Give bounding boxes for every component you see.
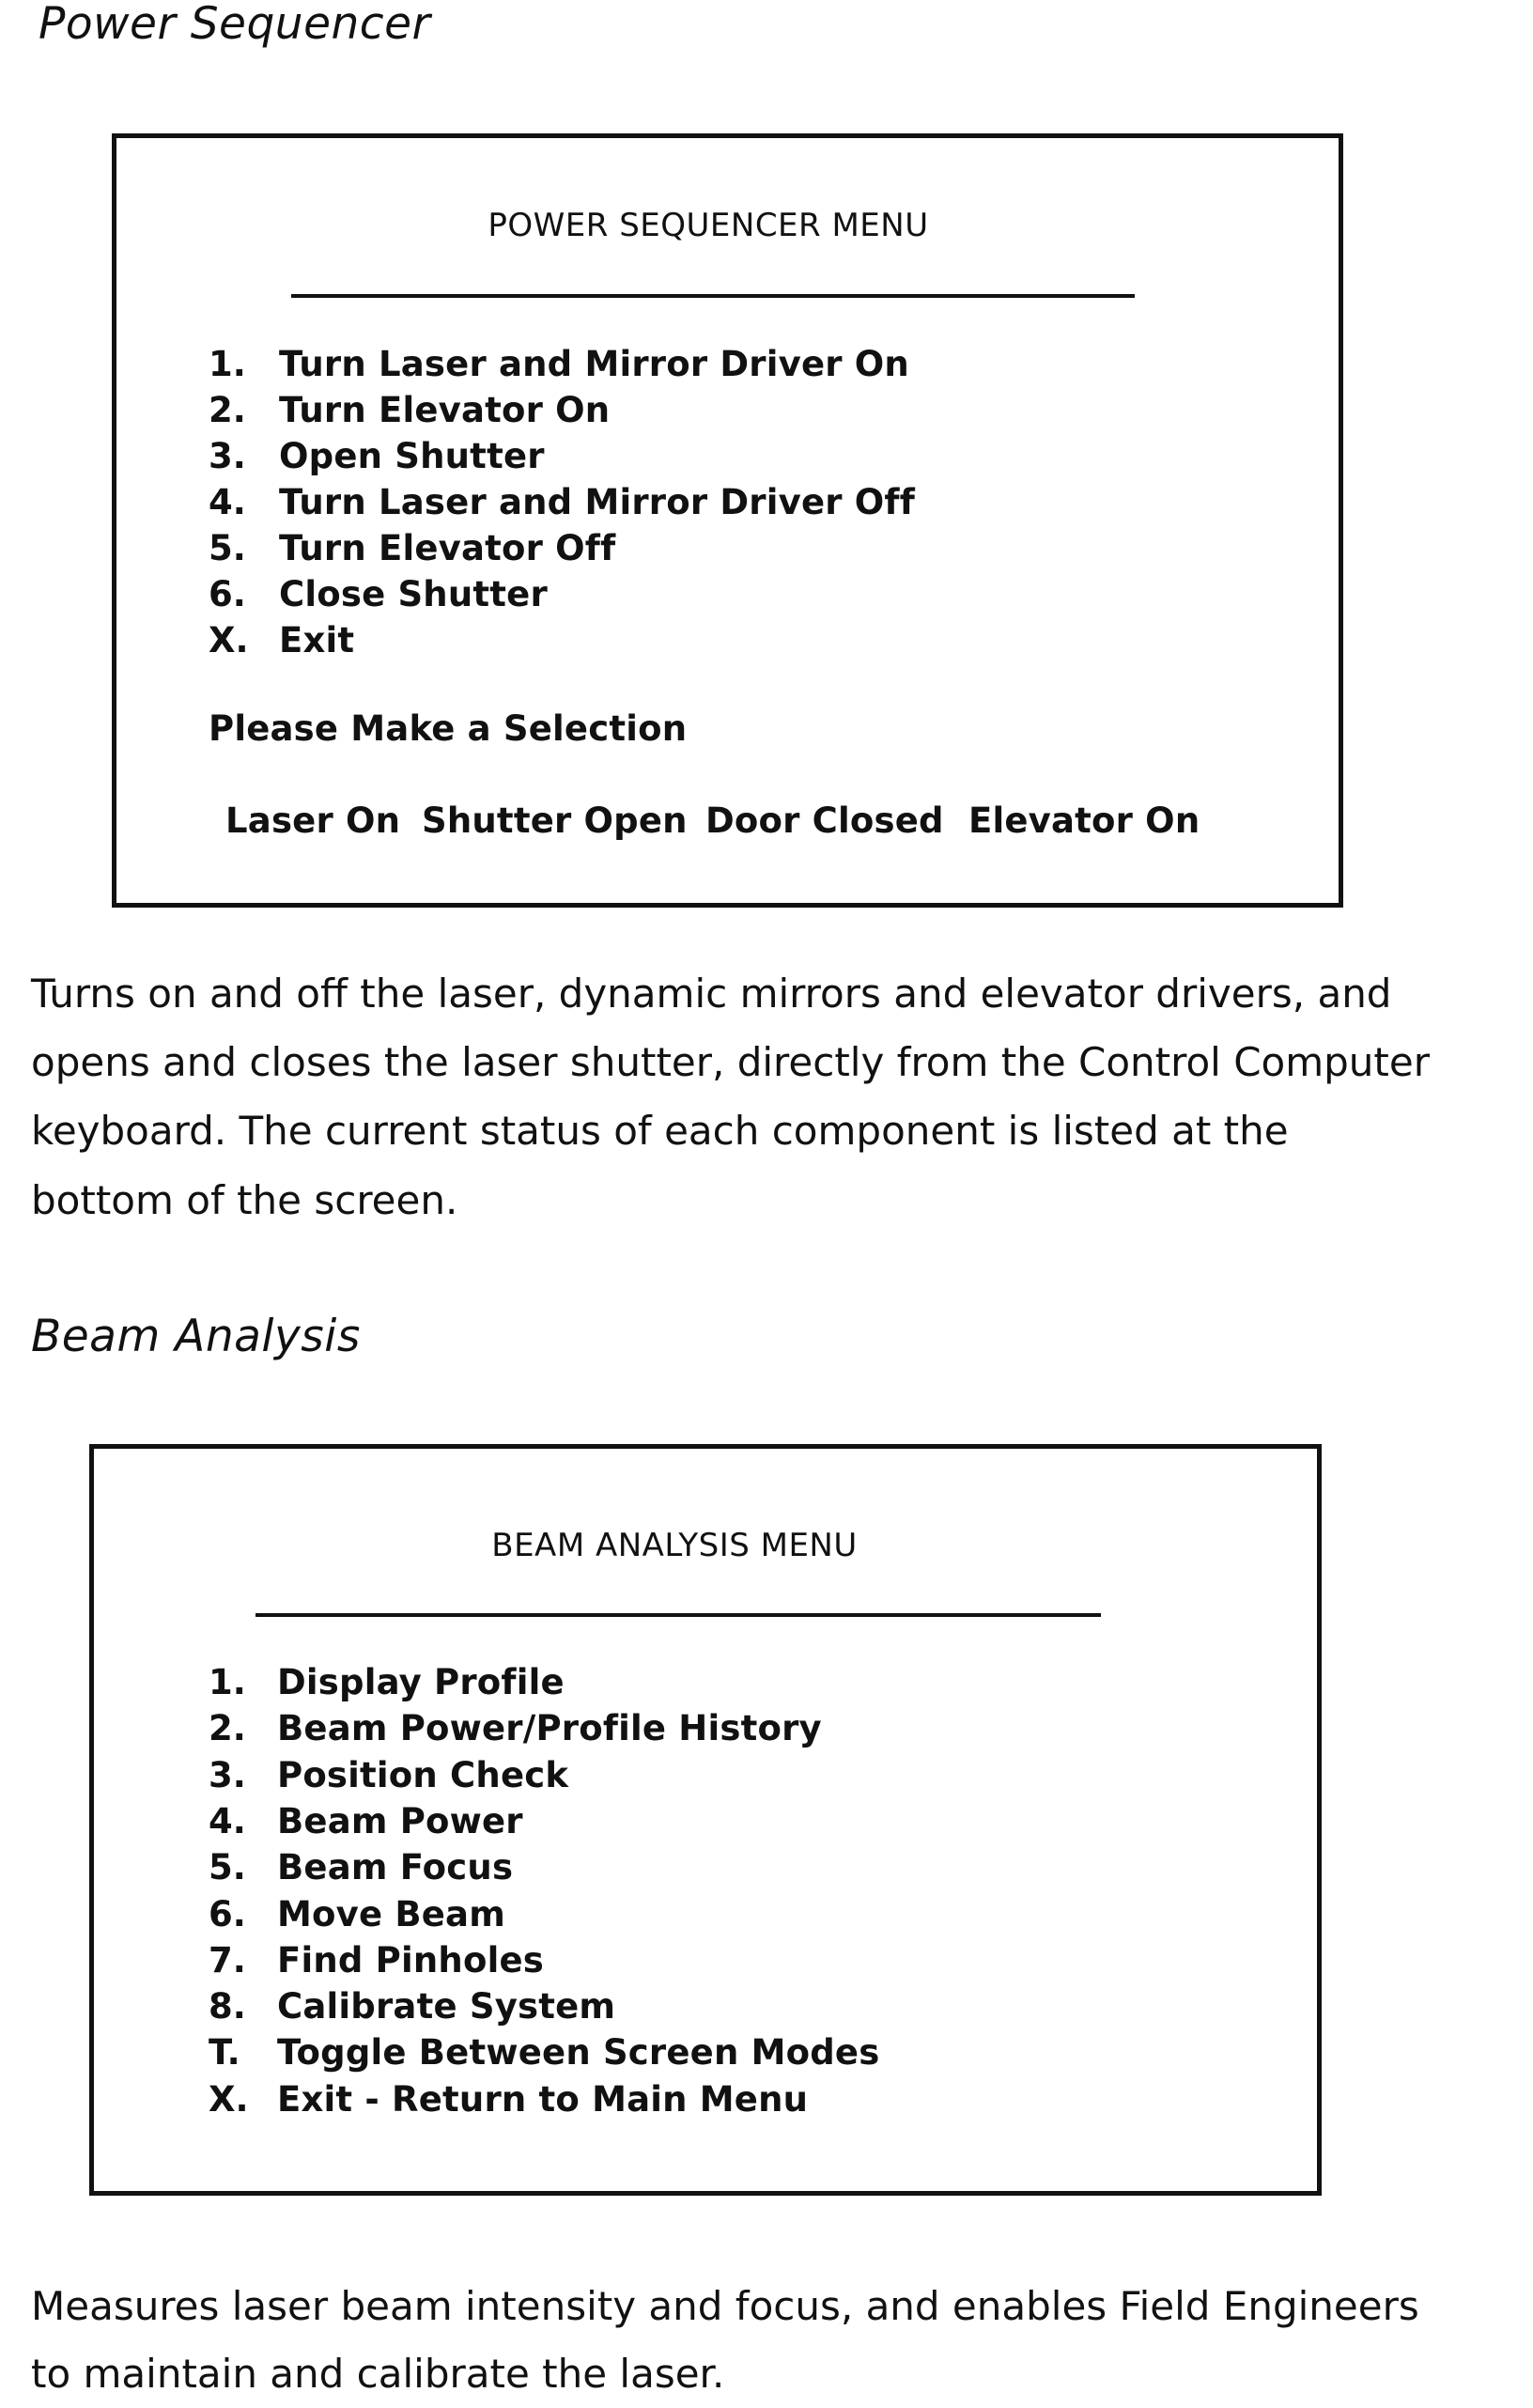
- menu-item-label: Beam Power/Profile History: [277, 1705, 822, 1751]
- menu-item-key: 7.: [209, 1937, 246, 1983]
- description-line: bottom of the screen.: [31, 1166, 457, 1235]
- menu-divider: [291, 294, 1135, 298]
- status-laser: Laser On: [225, 798, 400, 844]
- menu-item-key: 4.: [209, 1798, 246, 1844]
- status-elevator: Elevator On: [968, 798, 1200, 844]
- menu-item-label: Exit - Return to Main Menu: [277, 2076, 808, 2122]
- section-heading-power-sequencer: Power Sequencer: [39, 0, 430, 53]
- menu-item-label: Move Beam: [277, 1891, 505, 1937]
- menu-item-label: Beam Power: [277, 1798, 523, 1844]
- menu-item-label: Beam Focus: [277, 1844, 513, 1890]
- menu-item-key: 4.: [209, 479, 246, 525]
- menu-item-key: T.: [209, 2029, 240, 2075]
- description-line: Measures laser beam intensity and focus, and enables Field Engineers: [31, 2272, 1419, 2340]
- menu-item-label: Find Pinholes: [277, 1937, 544, 1983]
- menu-item-key: 6.: [209, 1891, 246, 1937]
- menu-item-label: Turn Laser and Mirror Driver On: [279, 341, 909, 387]
- status-shutter: Shutter Open: [422, 798, 688, 844]
- menu-item-key: X.: [209, 2076, 249, 2122]
- menu-item-key: 8.: [209, 1983, 246, 2029]
- menu-item-key: 5.: [209, 525, 246, 571]
- menu-item-label: Open Shutter: [279, 433, 545, 479]
- menu-item-key: 2.: [209, 387, 246, 433]
- description-line: Turns on and off the laser, dynamic mirrors and elevator drivers, and: [31, 959, 1391, 1028]
- menu-item-label: Turn Elevator Off: [279, 525, 615, 571]
- menu-title: BEAM ANALYSIS MENU: [491, 1523, 858, 1568]
- description-line: opens and closes the laser shutter, directly from the Control Computer: [31, 1028, 1430, 1096]
- menu-item-label: Close Shutter: [279, 571, 548, 617]
- menu-item-label: Position Check: [277, 1752, 568, 1798]
- menu-divider: [256, 1613, 1101, 1617]
- description-line: to maintain and calibrate the laser.: [31, 2339, 724, 2408]
- selection-prompt: Please Make a Selection: [209, 706, 687, 752]
- menu-item-label: Calibrate System: [277, 1983, 615, 2029]
- menu-item-key: X.: [209, 617, 249, 663]
- menu-item-key: 1.: [209, 1659, 246, 1705]
- menu-title: POWER SEQUENCER MENU: [488, 203, 928, 248]
- menu-item-label: Exit: [279, 617, 354, 663]
- section-heading-beam-analysis: Beam Analysis: [31, 1309, 361, 1365]
- menu-item-label: Turn Elevator On: [279, 387, 610, 433]
- description-line: keyboard. The current status of each component is listed at the: [31, 1096, 1289, 1165]
- menu-item-key: 6.: [209, 571, 246, 617]
- menu-item-key: 1.: [209, 341, 246, 387]
- status-door: Door Closed: [705, 798, 944, 844]
- menu-item-key: 2.: [209, 1705, 246, 1751]
- menu-item-label: Turn Laser and Mirror Driver Off: [279, 479, 915, 525]
- menu-item-key: 3.: [209, 433, 246, 479]
- menu-item-label: Toggle Between Screen Modes: [277, 2029, 879, 2075]
- menu-item-key: 5.: [209, 1844, 246, 1890]
- menu-item-label: Display Profile: [277, 1659, 565, 1705]
- menu-item-key: 3.: [209, 1752, 246, 1798]
